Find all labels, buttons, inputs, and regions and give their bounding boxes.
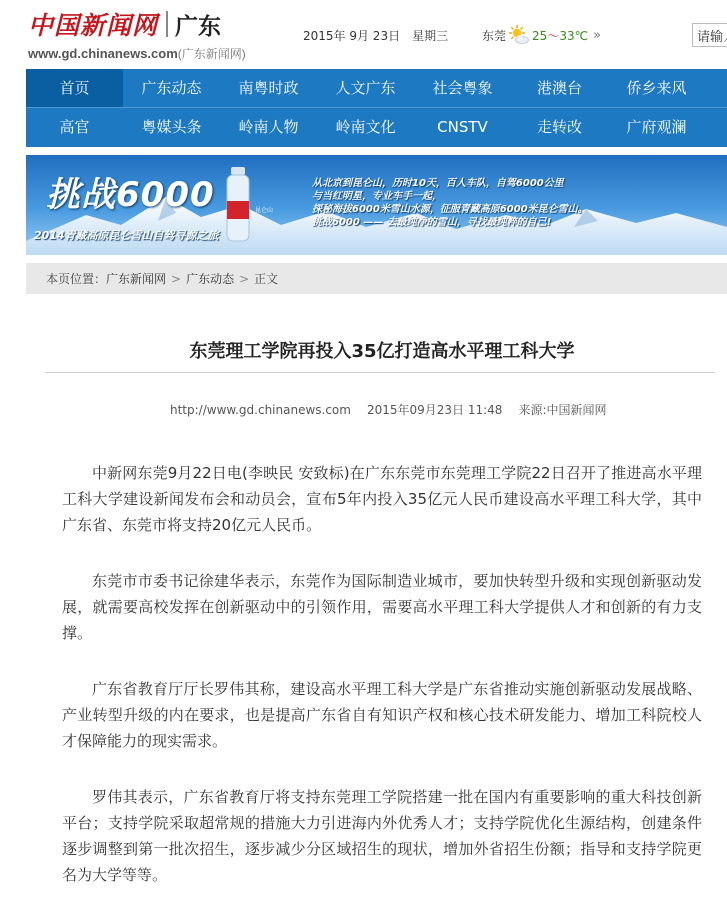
article-paragraph: 罗伟其表示，广东省教育厅将支持东莞理工学院搭建一批在国内有重要影响的重大科技创新平台；支持学院采取超常规的措施大力引进海内外优秀人才；支持学院优化生源结构，创建条件逐步调整到第一批次招生，逐步减少分区域招生的现状，增加外省招生份额；指导和支持学院更名为大学等等。 <box>62 788 702 884</box>
breadcrumb-item-section[interactable]: 广东动态 <box>186 272 235 286</box>
article-source: 来源:中国新闻网 <box>518 403 607 417</box>
breadcrumb <box>26 263 727 294</box>
sun-cloud-icon <box>508 24 530 46</box>
nav-item-zouzhuangai[interactable]: 走转改 <box>536 118 582 136</box>
weather-temp <box>532 27 588 44</box>
nav-item-lingnan-culture[interactable]: 岭南文化 <box>335 118 396 136</box>
breadcrumb-prefix: 本页位置： <box>46 272 107 286</box>
bottle-label: 昆仑山 <box>254 207 273 214</box>
banner-copy <box>312 177 588 229</box>
banner-copy-line: 探秘海拔6000米雪山水源，征服青藏高原6000米昆仑雪山。 <box>312 204 588 215</box>
nav-item-home[interactable]: 首页 <box>26 69 123 107</box>
logo-divider <box>166 11 168 37</box>
banner-title: 挑战6000 <box>46 175 215 215</box>
date-text: 2015年 9月 23日 <box>303 29 401 43</box>
nav-item-guangdong-news[interactable]: 广东动态 <box>141 79 202 97</box>
water-bottle-image <box>227 167 249 241</box>
nav-row-2 <box>26 108 727 147</box>
nav-row-1 <box>26 69 727 108</box>
nav-item-guangfu[interactable]: 广府观澜 <box>626 118 687 136</box>
nav-item-officials[interactable]: 高官 <box>59 118 90 136</box>
breadcrumb-separator-icon: > <box>239 271 250 286</box>
article-source-url[interactable]: http://www.gd.chinanews.com <box>170 403 351 417</box>
search-input[interactable] <box>692 23 727 47</box>
weekday-text: 星期三 <box>412 29 449 43</box>
article-paragraph: 广东省教育厅厅长罗伟其称，建设高水平理工科大学是广东省推动实施创新驱动发展战略、产业转型升级的内在要求，也是提高广东省自有知识产权和核心技术研发能力、增加工科院校人才保障能力的现实需求。 <box>62 680 702 750</box>
title-divider <box>45 372 715 373</box>
site-logo[interactable] <box>28 6 246 62</box>
nav-item-culture[interactable]: 人文广东 <box>335 79 396 97</box>
nav-item-cnstv[interactable]: CNSTV <box>437 118 488 136</box>
weather-city: 东莞 <box>482 28 507 43</box>
logo-url <box>28 45 246 62</box>
nav-item-politics[interactable]: 南粤时政 <box>238 79 299 97</box>
logo-url-note: (广东新闻网) <box>177 47 246 61</box>
banner-copy-line: 与当红明星，专业车手一起， <box>312 191 442 202</box>
article-meta <box>170 401 607 418</box>
main-nav <box>26 69 727 147</box>
nav-item-media-headlines[interactable]: 粤媒头条 <box>141 118 202 136</box>
logo-url-main: www.gd.chinanews.com <box>28 46 178 61</box>
breadcrumb-item-current: 正文 <box>254 272 279 286</box>
logo-text <box>28 6 246 42</box>
nav-item-society[interactable]: 社会粤象 <box>432 79 493 97</box>
article-paragraph: 中新网东莞9月22日电(李映民 安致标)在广东东莞市东莞理工学院22日召开了推进高水平理工科大学建设新闻发布会和动员会，宣布5年内投入35亿元人民币建设高水平理工科大学，其中广东省、东莞市将支持20亿元人民币。 <box>62 464 702 534</box>
temp-low: 25 <box>532 28 548 43</box>
ad-banner[interactable] <box>26 155 727 255</box>
nav-item-overseas[interactable]: 侨乡来风 <box>626 79 687 97</box>
breadcrumb-separator-icon: > <box>171 271 182 286</box>
temp-separator: ～ <box>547 28 560 43</box>
article-title: 东莞理工学院再投入35亿打造高水平理工科大学 <box>189 341 575 362</box>
logo-region: 广东 <box>175 13 222 40</box>
banner-copy-line: 挑战6000 —— 去最纯净的雪山，寻找最纯粹的自己! <box>312 217 552 228</box>
article-paragraph: 东莞市市委书记徐建华表示，东莞作为国际制造业城市，要加快转型升级和实现创新驱动发展，就需要高校发挥在创新驱动中的引领作用，需要高水平理工科大学提供人才和创新的有力支撑。 <box>62 572 702 642</box>
article-body <box>62 460 702 900</box>
banner-subtitle: 2014青藏高原昆仑雪山自驾寻源之旅 <box>34 229 219 242</box>
banner-copy-line: 从北京到昆仑山，历时10天，百人车队，自驾6000公里 <box>312 178 564 189</box>
weather-widget[interactable] <box>482 24 601 46</box>
breadcrumb-item-home[interactable]: 广东新闻网 <box>106 272 167 286</box>
nav-item-hk-macau-taiwan[interactable]: 港澳台 <box>536 79 582 97</box>
nav-item-people[interactable]: 岭南人物 <box>238 118 299 136</box>
weather-more-icon[interactable]: » <box>593 27 602 43</box>
logo-name: 中国新闻网 <box>28 11 159 40</box>
article-time: 2015年09月23日 11:48 <box>366 403 503 417</box>
current-date <box>303 27 448 44</box>
temp-high: 33℃ <box>559 28 589 43</box>
site-header <box>0 0 727 66</box>
